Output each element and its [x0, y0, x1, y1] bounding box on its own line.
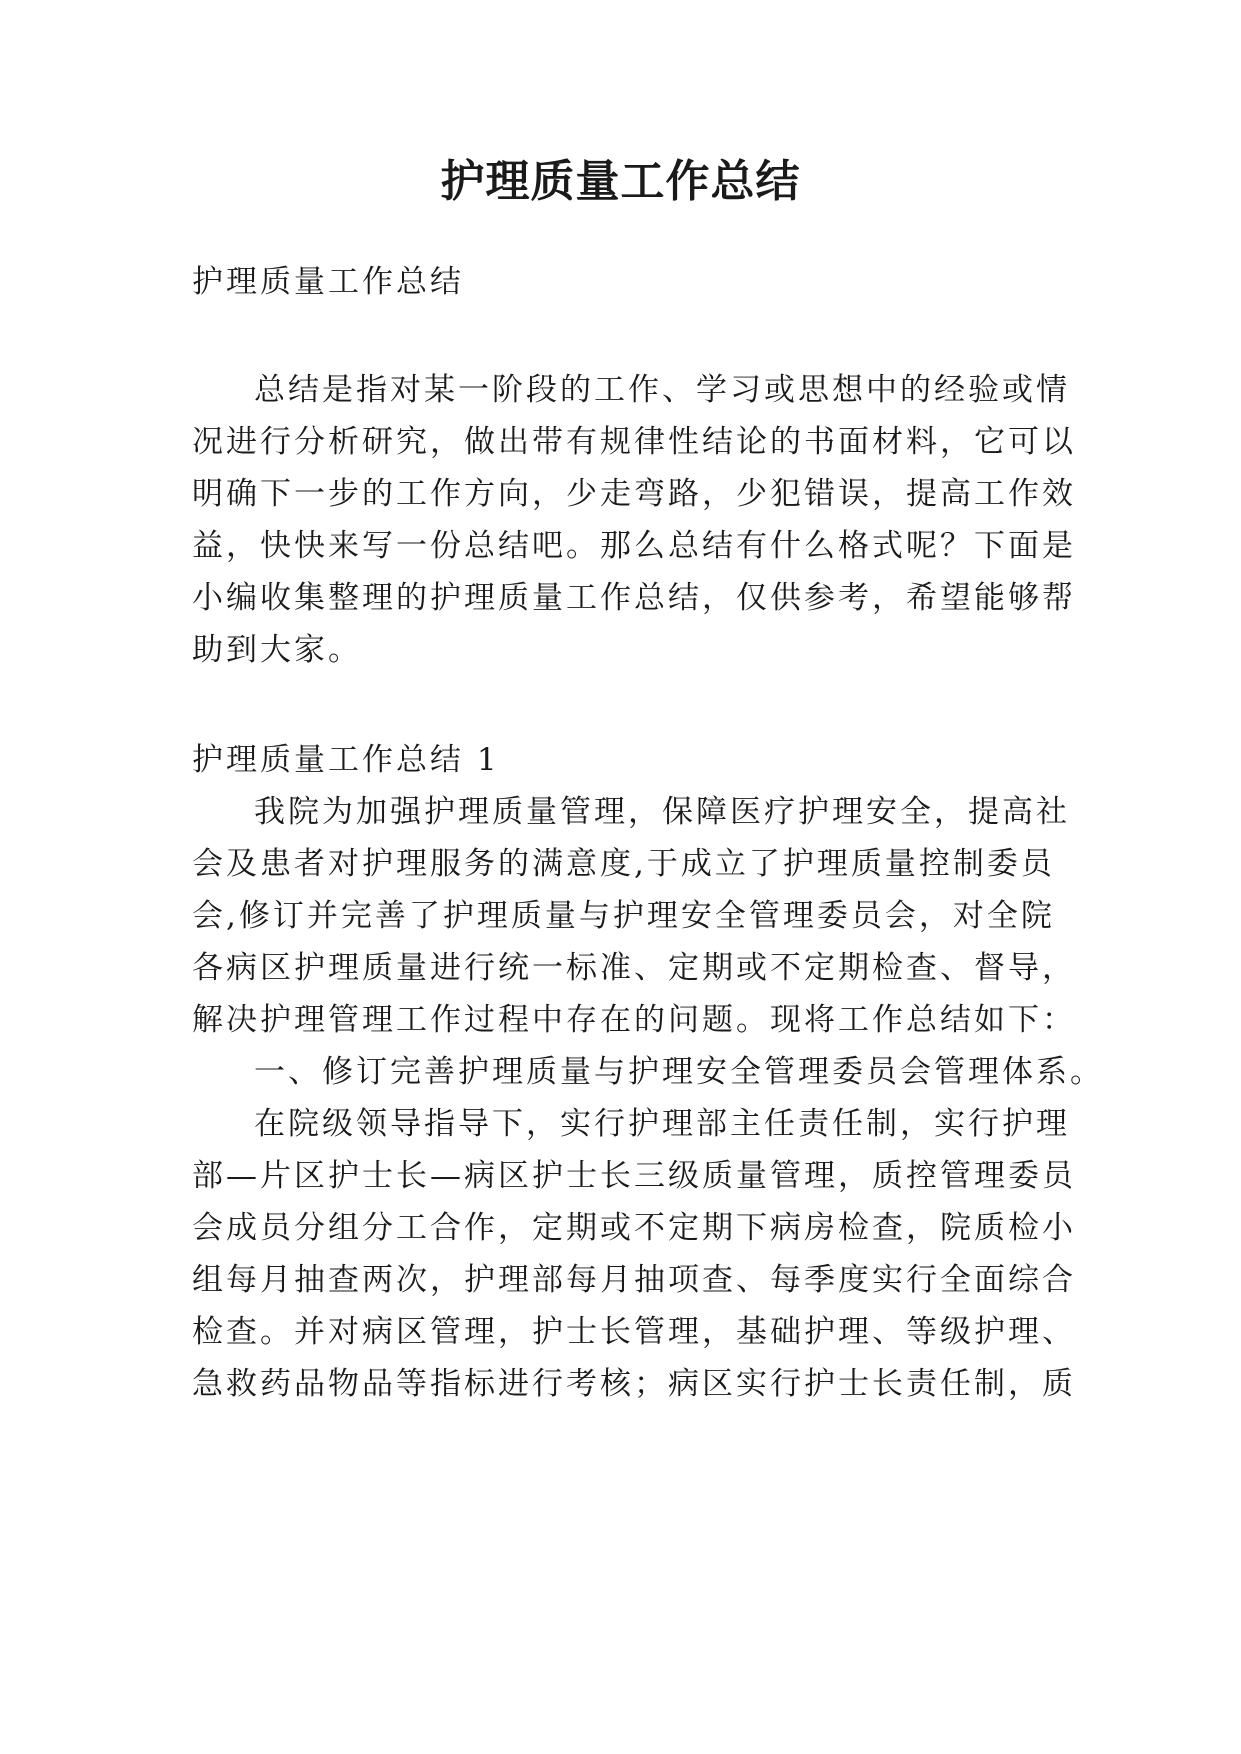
body-line: 各病区护理质量进行统一标准、定期或不定期检查、督导，: [192, 950, 1076, 986]
intro-line: 明确下一步的工作方向，少走弯路，少犯错误，提高工作效: [192, 476, 1076, 512]
body-line: 组每月抽查两次，护理部每月抽项查、每季度实行全面综合: [192, 1262, 1076, 1298]
intro-line: 益，快快来写一份总结吧。那么总结有什么格式呢？下面是: [192, 528, 1076, 564]
body-line: 部—片区护士长—病区护士长三级质量管理，质控管理委员: [192, 1158, 1076, 1194]
body-line: 会成员分组分工合作，定期或不定期下病房检查，院质检小: [192, 1210, 1076, 1246]
body-line: 会,修订并完善了护理质量与护理安全管理委员会，对全院: [192, 898, 1055, 934]
section-heading: 护理质量工作总结 1: [192, 742, 500, 778]
document-title: 护理质量工作总结: [440, 156, 801, 207]
body-line: 在院级领导指导下，实行护理部主任责任制，实行护理: [254, 1106, 1070, 1142]
body-line: 解决护理管理工作过程中存在的问题。现将工作总结如下：: [192, 1002, 1076, 1038]
body-line: 急救药品物品等指标进行考核；病区实行护士长责任制，质: [192, 1366, 1076, 1402]
subtitle: 护理质量工作总结: [192, 264, 464, 300]
intro-line: 助到大家。: [192, 632, 362, 668]
body-line: 会及患者对护理服务的满意度,于成立了护理质量控制委员: [192, 846, 1055, 882]
body-line: 检查。并对病区管理，护士长管理，基础护理、等级护理、: [192, 1314, 1076, 1350]
intro-line: 总结是指对某一阶段的工作、学习或思想中的经验或情: [254, 372, 1070, 408]
body-line: 一、修订完善护理质量与护理安全管理委员会管理体系。: [254, 1054, 1104, 1090]
body-line: 我院为加强护理质量管理，保障医疗护理安全，提高社: [254, 794, 1070, 830]
intro-line: 小编收集整理的护理质量工作总结，仅供参考，希望能够帮: [192, 580, 1076, 616]
intro-line: 况进行分析研究，做出带有规律性结论的书面材料，它可以: [192, 424, 1076, 460]
